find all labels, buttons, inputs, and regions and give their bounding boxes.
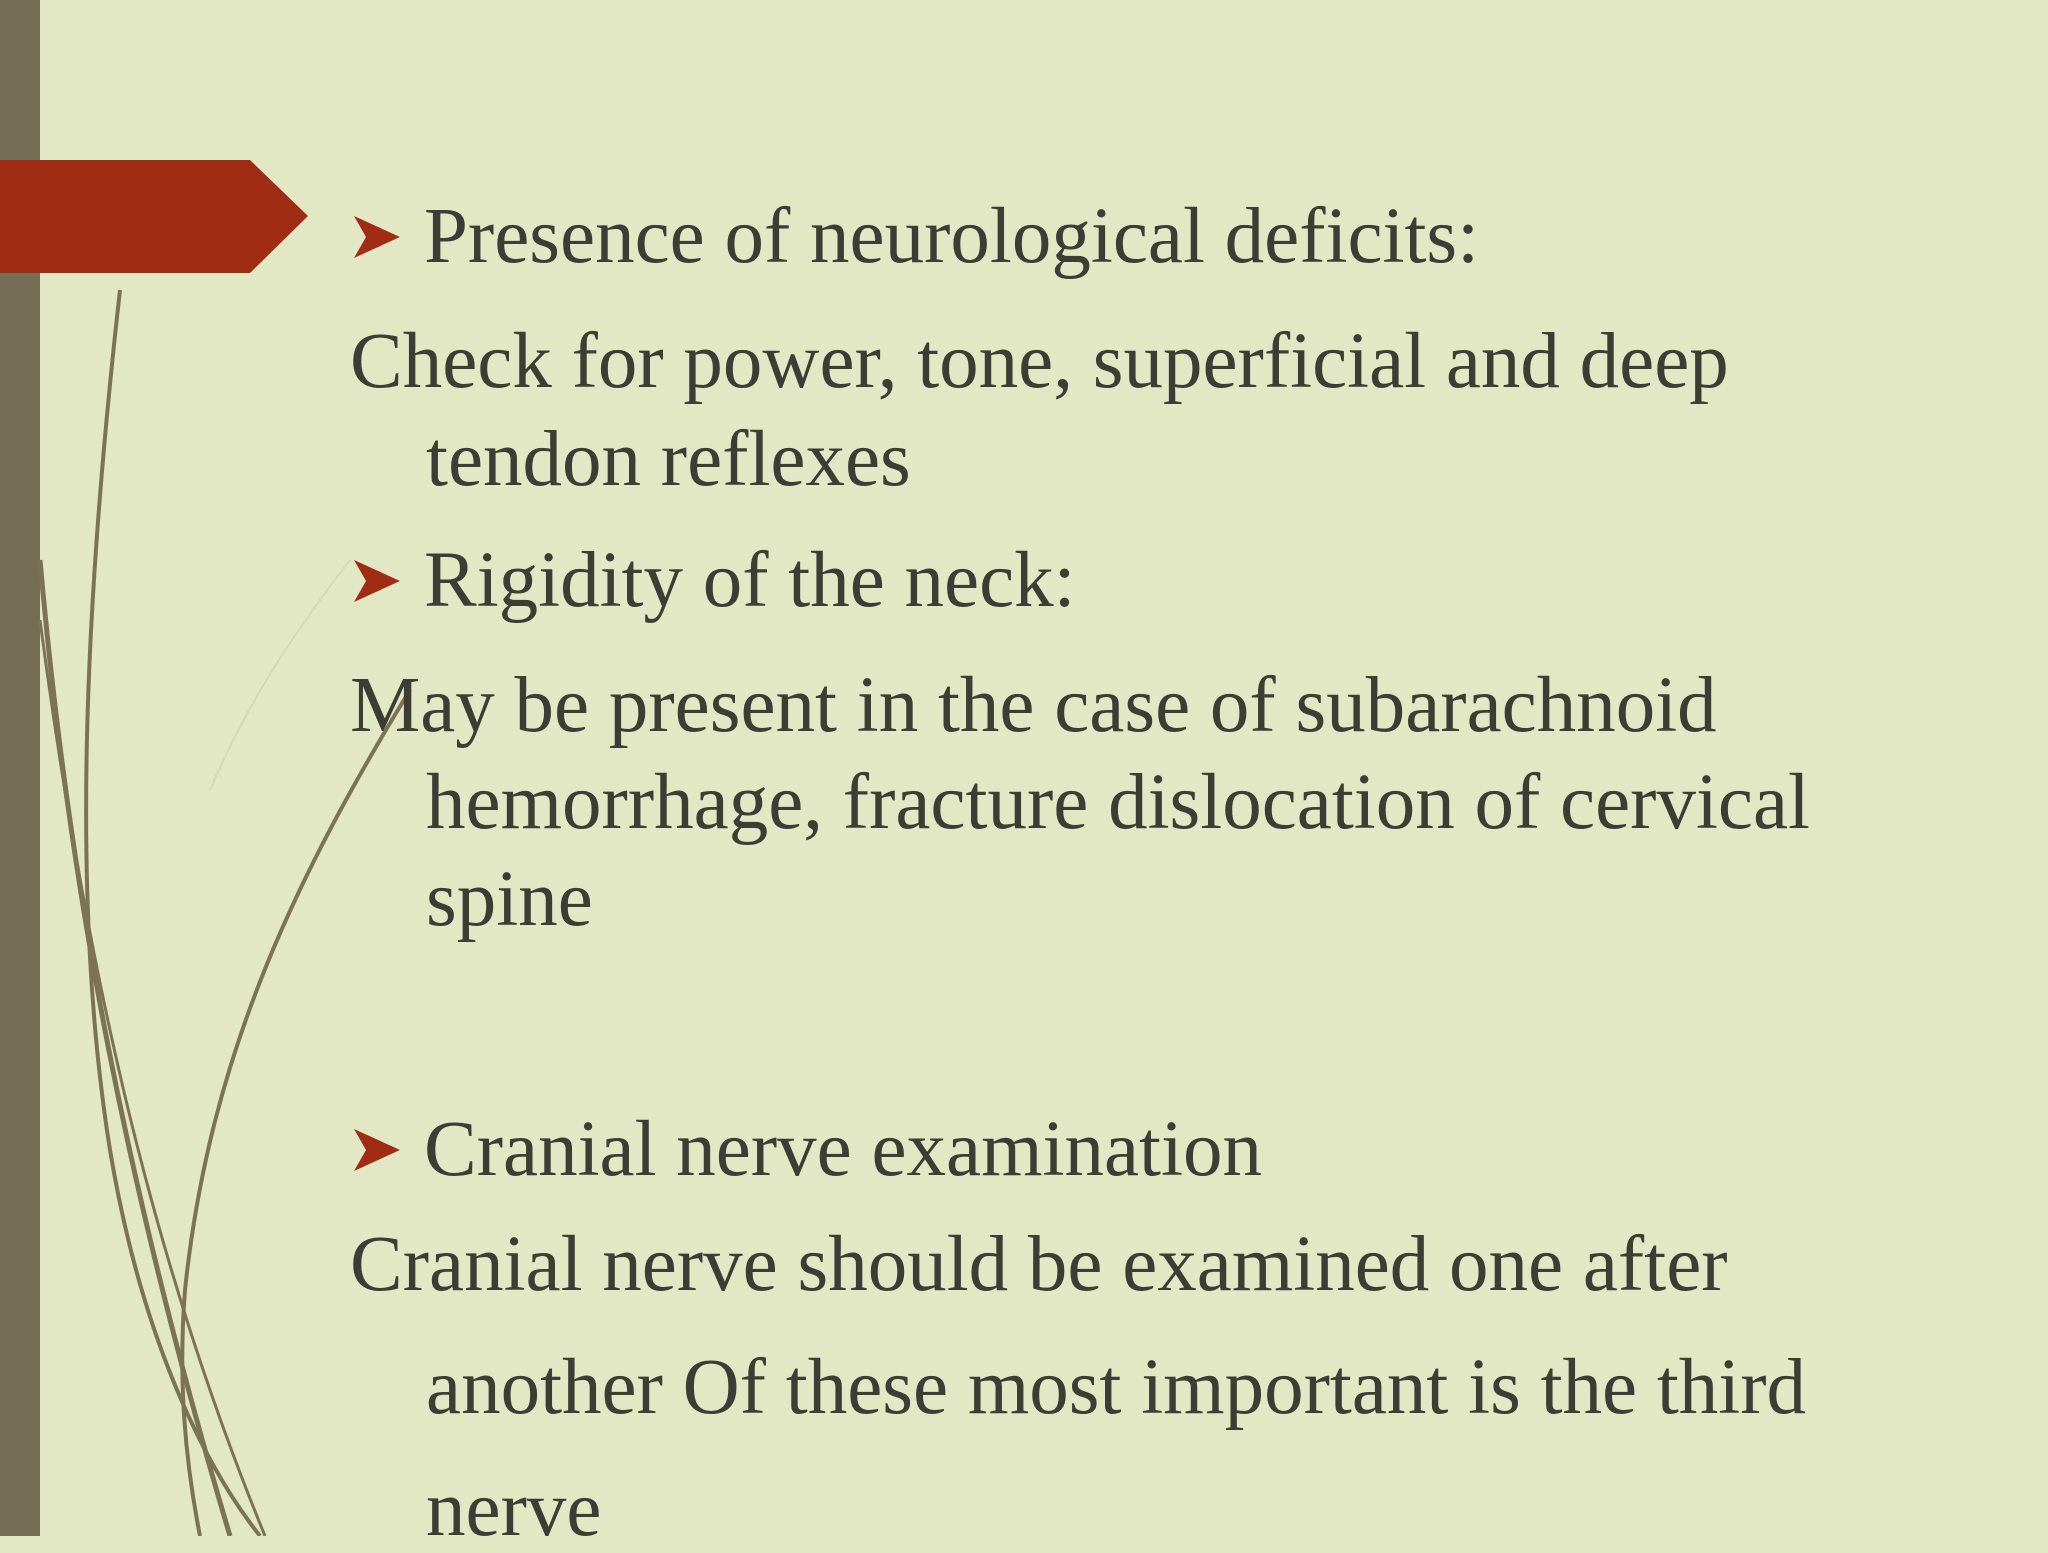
bullet-item: [352, 1106, 1262, 1193]
body-line: May be present in the case of subarachnoid: [350, 662, 1717, 749]
bullet-item: [352, 193, 1480, 280]
body-line: another Of these most important is the third: [426, 1344, 1807, 1431]
body-line: Check for power, tone, superficial and deep: [350, 318, 1729, 405]
arrowhead-bullet-icon: [352, 1125, 402, 1175]
body-line: Cranial nerve should be examined one after: [350, 1221, 1728, 1308]
arrowhead-bullet-icon: [352, 212, 402, 262]
bullet-heading: Presence of neurological deficits:: [424, 193, 1480, 280]
bullet-item: [352, 537, 1076, 624]
arrowhead-bullet-icon: [352, 556, 402, 606]
body-line: nerve: [426, 1466, 602, 1553]
body-line: tendon reflexes: [426, 416, 911, 503]
body-line: hemorrhage, fracture dislocation of cervical: [426, 759, 1811, 846]
body-line: spine: [426, 856, 593, 943]
bullet-heading: Rigidity of the neck:: [424, 537, 1076, 624]
bullet-heading: Cranial nerve examination: [424, 1106, 1262, 1193]
